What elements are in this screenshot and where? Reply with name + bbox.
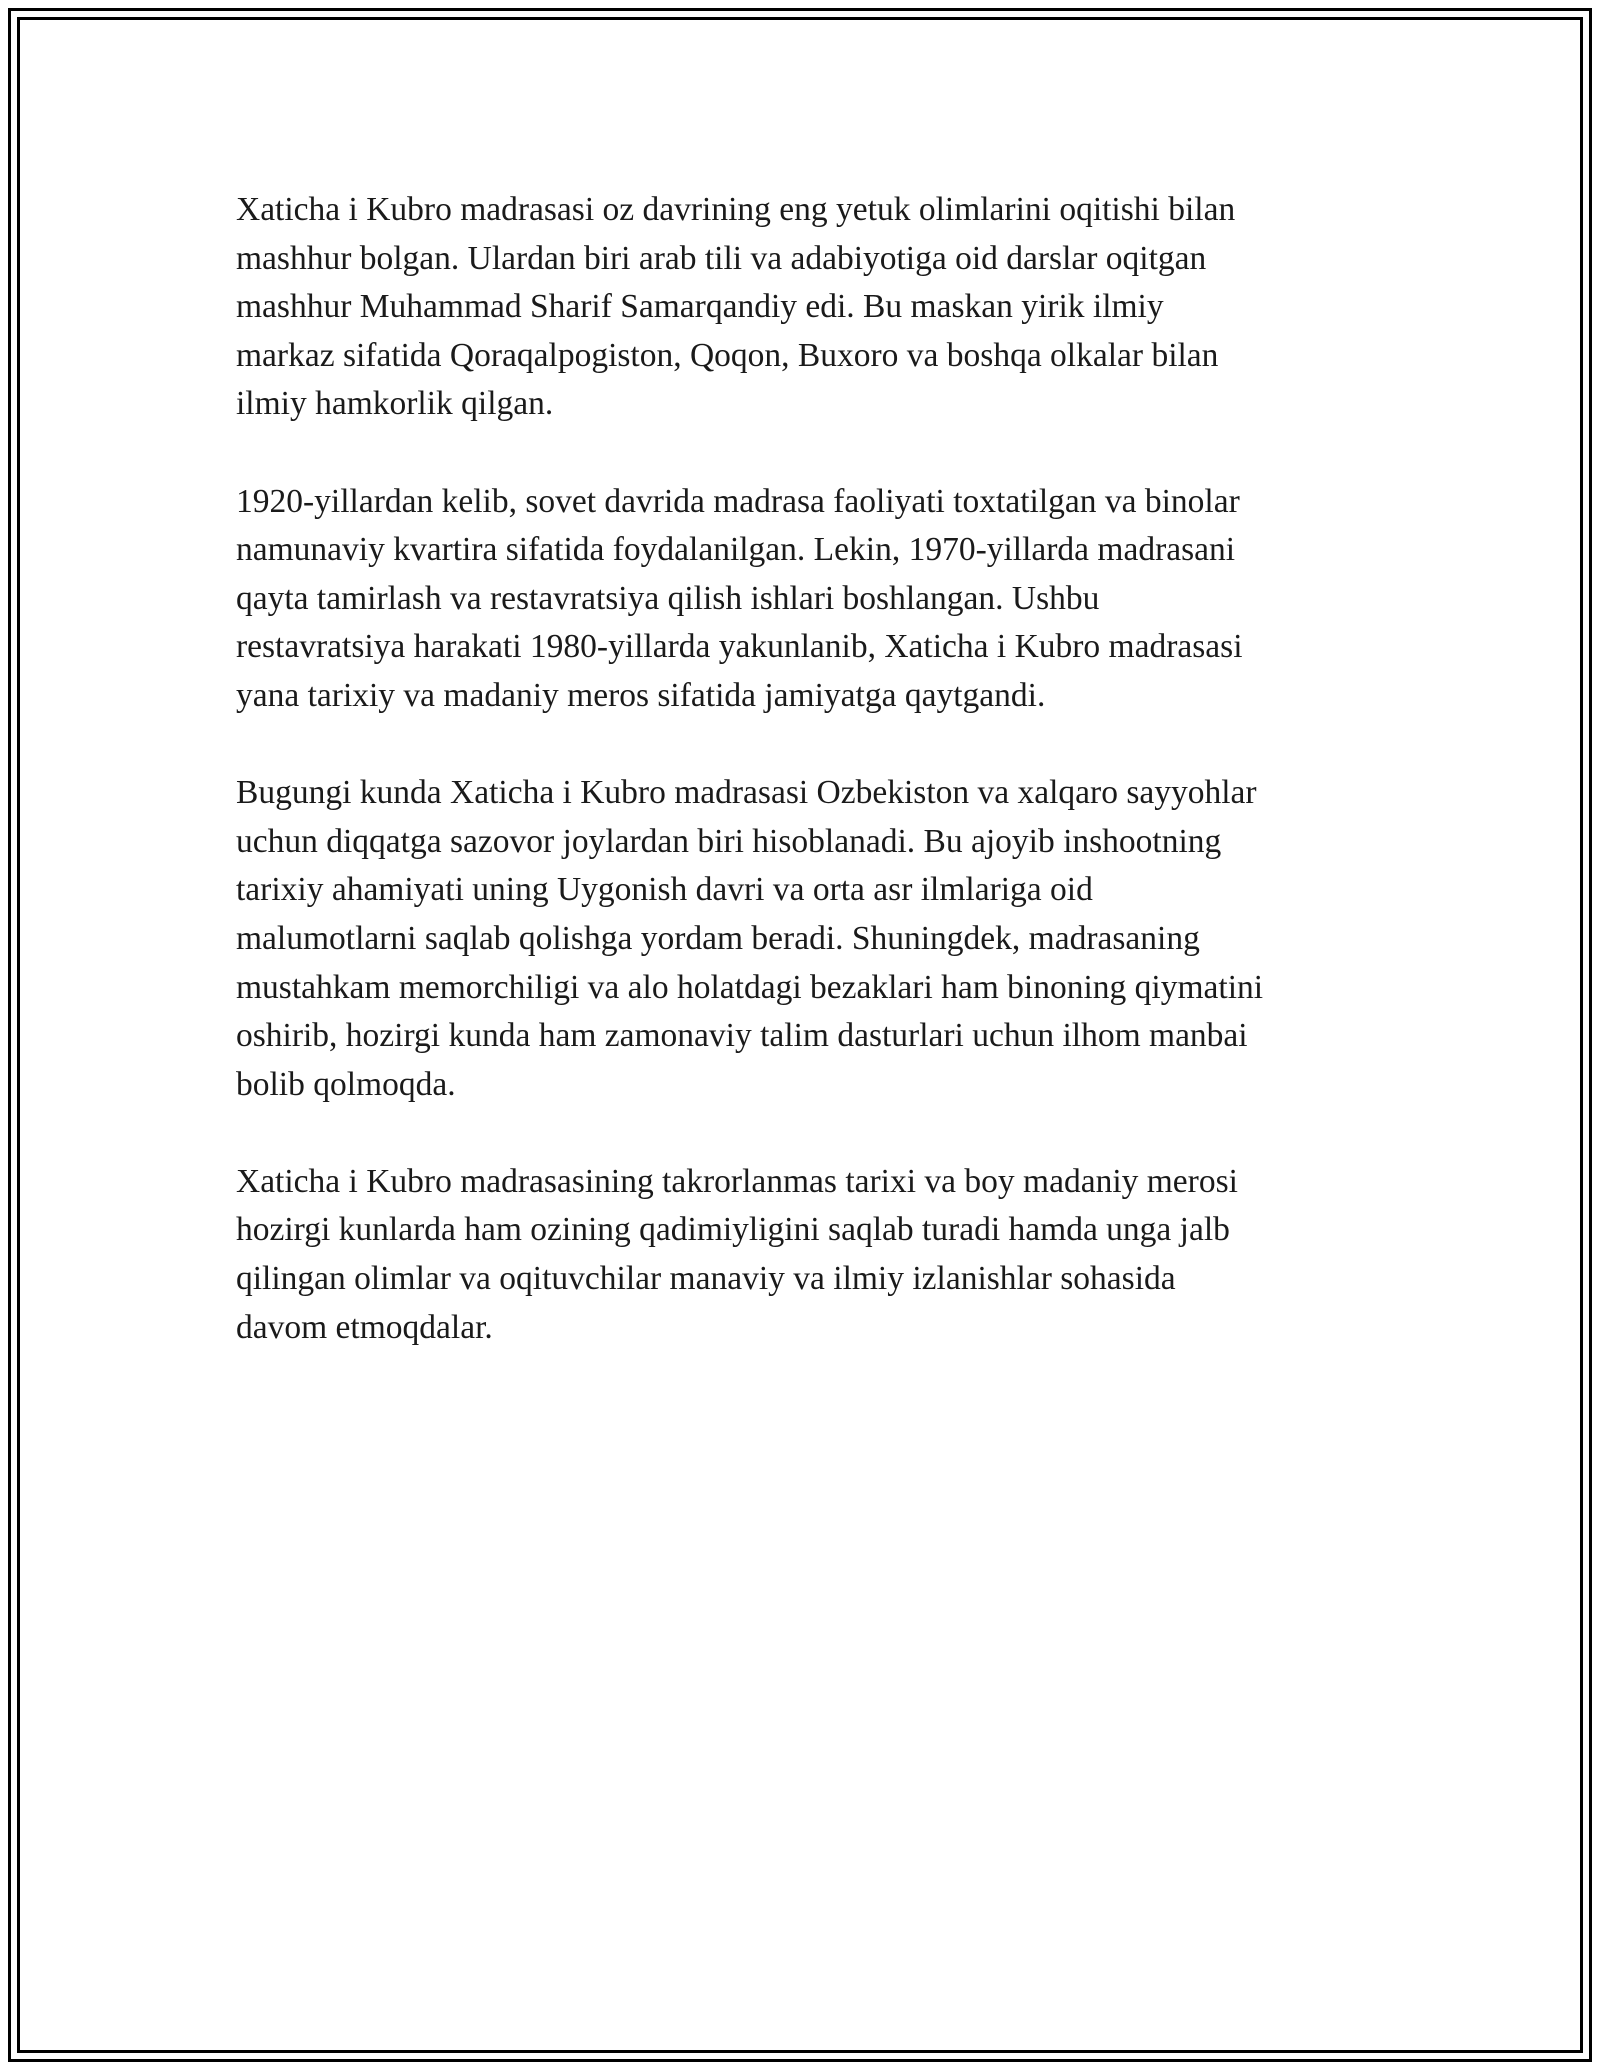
paragraph-1: Xaticha i Kubro madrasasi oz davrining eng yetuk olimlarini oqitishi bilan mashhur bolgan. Ulardan biri arab tili va adabiyotiga oid darslar oqitgan mashhur Muhammad Sharif Samarqandiy edi. Bu maskan yirik ilmiy markaz sifatida Qoraqalpogiston, Qoqon, Buxoro va boshqa olkalar bilan ilmiy hamkorlik qilgan. <box>236 191 1236 423</box>
paragraph-4: Xaticha i Kubro madrasasining takrorlanmas tarixi va boy madaniy merosi hozirgi kunlarda ham ozining qadimiyligini saqlab turadi hamda unga jalb qilingan olimlar va oqituvchilar manaviy va ilmiy izlanishlar sohasida davom etmoqdalar. <box>236 1162 1238 1346</box>
document-body <box>236 186 1386 1401</box>
paragraph-2: 1920-yillardan kelib, sovet davrida madrasa faoliyati toxtatilgan va binolar namunaviy kvartira sifatida foydalanilgan. Lekin, 1970-yillarda madrasani qayta tamirlash va restavratsiya qilish ishlari boshlangan. Ushbu restavratsiya harakati 1980-yillarda yakunlanib, Xaticha i Kubro madrasasi yana tarixiy va madaniy meros sifatida jamiyatga qaytgandi. <box>236 482 1243 714</box>
paragraph-3: Bugungi kunda Xaticha i Kubro madrasasi Ozbekiston va xalqaro sayyohlar uchun diqqatga sazovor joylardan biri hisoblanadi. Bu ajoyib inshootning tarixiy ahamiyati uning Uygonish davri va orta asr ilmlariga oid malumotlarni saqlab qolishga yordam beradi. Shuningdek, madrasaning mustahkam memorchiligi va alo holatdagi bezaklari ham binoning qiymatini oshirib, hozirgi kunda ham zamonaviy talim dasturlari uchun ilhom manbai bolib qolmoqda. <box>236 774 1264 1103</box>
